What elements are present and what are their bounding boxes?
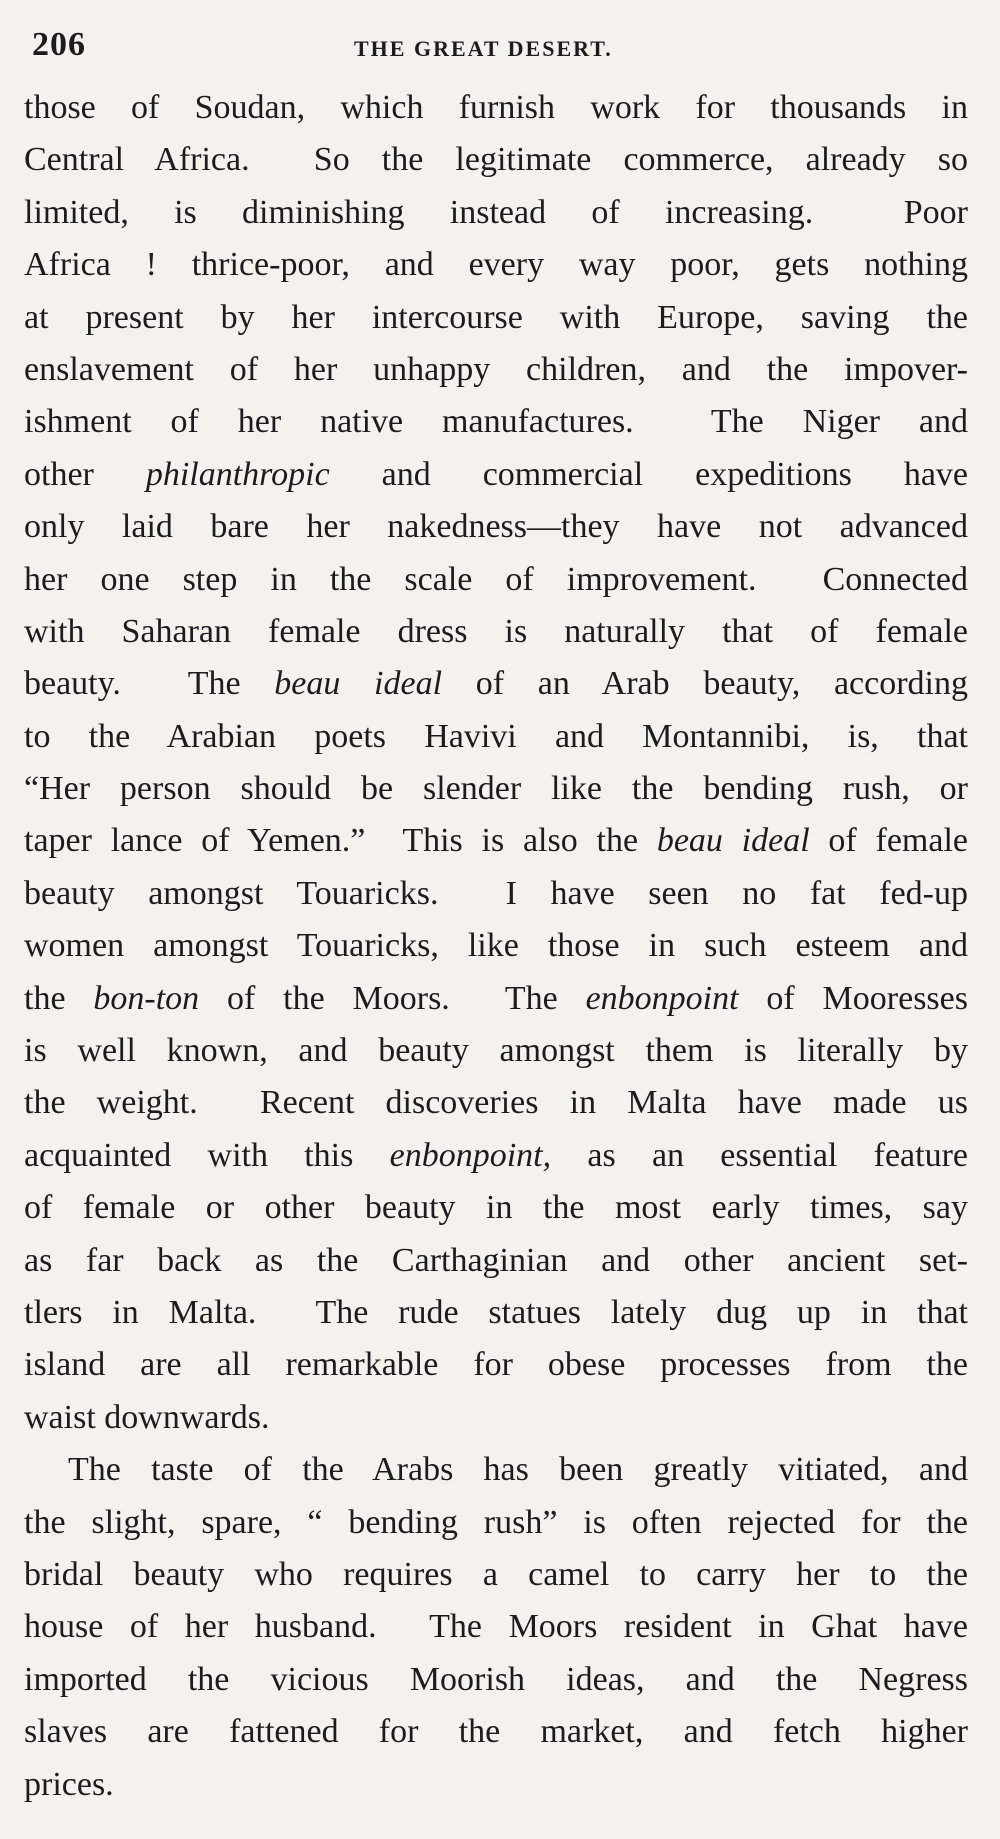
text-run: other [24, 455, 146, 493]
text-line [24, 1444, 968, 1496]
running-title: THE GREAT DESERT. [354, 36, 613, 61]
text-run: Africa ! thrice-poor, and every way poor, gets nothing [24, 246, 968, 284]
text-line [24, 815, 968, 867]
text-line [24, 292, 968, 344]
text-run: women amongst Touaricks, like those in such esteem and [24, 927, 968, 965]
text-line [24, 501, 968, 553]
text-run: of female [809, 822, 968, 860]
text-line [24, 344, 968, 396]
text-run: of the Moors. The [199, 979, 586, 1017]
text-run: enslavement of her unhappy children, and the impover- [24, 350, 968, 388]
italic-text-run: enbonpoint, [389, 1136, 552, 1174]
text-line [24, 711, 968, 763]
text-line [24, 868, 968, 920]
text-line [24, 1392, 968, 1444]
text-line [24, 763, 968, 815]
text-run: acquainted with this [24, 1136, 390, 1174]
text-line [24, 1759, 968, 1811]
text-line [24, 920, 968, 972]
text-run: house of her husband. The Moors resident in Ghat have [24, 1608, 968, 1646]
text-run: with Saharan female dress is naturally that of female [24, 612, 968, 650]
text-line [24, 1497, 968, 1549]
text-line [24, 1654, 968, 1706]
text-line [24, 239, 968, 291]
italic-text-run: beau ideal [274, 665, 443, 703]
text-line [24, 1077, 968, 1129]
italic-text-run: beau ideal [656, 822, 810, 860]
text-line [24, 1130, 968, 1182]
text-run: at present by her intercourse with Europe, saving the [24, 298, 968, 336]
text-line [24, 134, 968, 186]
text-run: “Her person should be slender like the bending rush, or [24, 770, 968, 808]
text-run: waist downwards. [24, 1398, 270, 1436]
text-line [24, 1025, 968, 1077]
text-run: her one step in the scale of improvement. Connected [24, 560, 968, 598]
text-run: the slight, spare, “ bending rush” is often rejected for the [24, 1503, 968, 1541]
text-run: as an essential feature [551, 1136, 968, 1174]
text-line [24, 1182, 968, 1234]
text-run: as far back as the Carthaginian and other ancient set- [24, 1241, 968, 1279]
text-line [24, 82, 968, 134]
text-run: limited, is diminishing instead of increasing. Poor [24, 193, 968, 231]
text-line [24, 554, 968, 606]
text-run: of female or other beauty in the most early times, say [24, 1189, 968, 1227]
text-line [24, 449, 968, 501]
text-run: imported the vicious Moorish ideas, and the Negress [24, 1660, 968, 1698]
text-line [24, 1601, 968, 1653]
text-run: is well known, and beauty amongst them is literally by [24, 1032, 968, 1070]
text-run: of Mooresses [738, 979, 968, 1017]
text-run: tlers in Malta. The rude statues lately dug up in that [24, 1293, 968, 1331]
text-line [24, 1549, 968, 1601]
text-run: taper lance of Yemen.” This is also the [24, 822, 657, 860]
text-run: and commercial expeditions have [329, 455, 968, 493]
text-run: Central Africa. So the legitimate commerce, already so [24, 141, 968, 179]
text-run: of an Arab beauty, according [442, 665, 968, 703]
text-run: island are all remarkable for obese processes from the [24, 1346, 968, 1384]
text-line [24, 606, 968, 658]
running-head [24, 22, 964, 66]
page-number: 206 [32, 26, 86, 63]
paragraph-1 [24, 82, 968, 1444]
text-line [24, 1235, 968, 1287]
text-run: The taste of the Arabs has been greatly vitiated, and [68, 1451, 968, 1489]
text-run: slaves are fattened for the market, and fetch higher [24, 1713, 968, 1751]
text-line [24, 1339, 968, 1391]
paragraph-2 [24, 1444, 968, 1811]
italic-text-run: bon-ton [93, 979, 200, 1017]
text-line [24, 396, 968, 448]
text-line [24, 1706, 968, 1758]
text-run: only laid bare her nakedness—they have not advanced [24, 508, 968, 546]
text-run: bridal beauty who requires a camel to carry her to the [24, 1555, 968, 1593]
text-run: ishment of her native manufactures. The Niger and [24, 403, 968, 441]
text-run: prices. [24, 1765, 114, 1803]
text-run: beauty. The [24, 665, 275, 703]
text-run: those of Soudan, which furnish work for thousands in [24, 89, 968, 126]
text-line [24, 973, 968, 1025]
text-line [24, 1287, 968, 1339]
text-line [24, 658, 968, 710]
italic-text-run: enbonpoint [585, 979, 739, 1017]
text-run: beauty amongst Touaricks. I have seen no fat fed-up [24, 874, 968, 912]
text-run: the weight. Recent discoveries in Malta have made us [24, 1084, 968, 1122]
text-line [24, 187, 968, 239]
italic-text-run: philanthropic [145, 455, 330, 493]
text-run: to the Arabian poets Havivi and Montannibi, is, that [24, 717, 968, 755]
body-text [24, 82, 968, 1811]
text-run: the [24, 979, 94, 1017]
